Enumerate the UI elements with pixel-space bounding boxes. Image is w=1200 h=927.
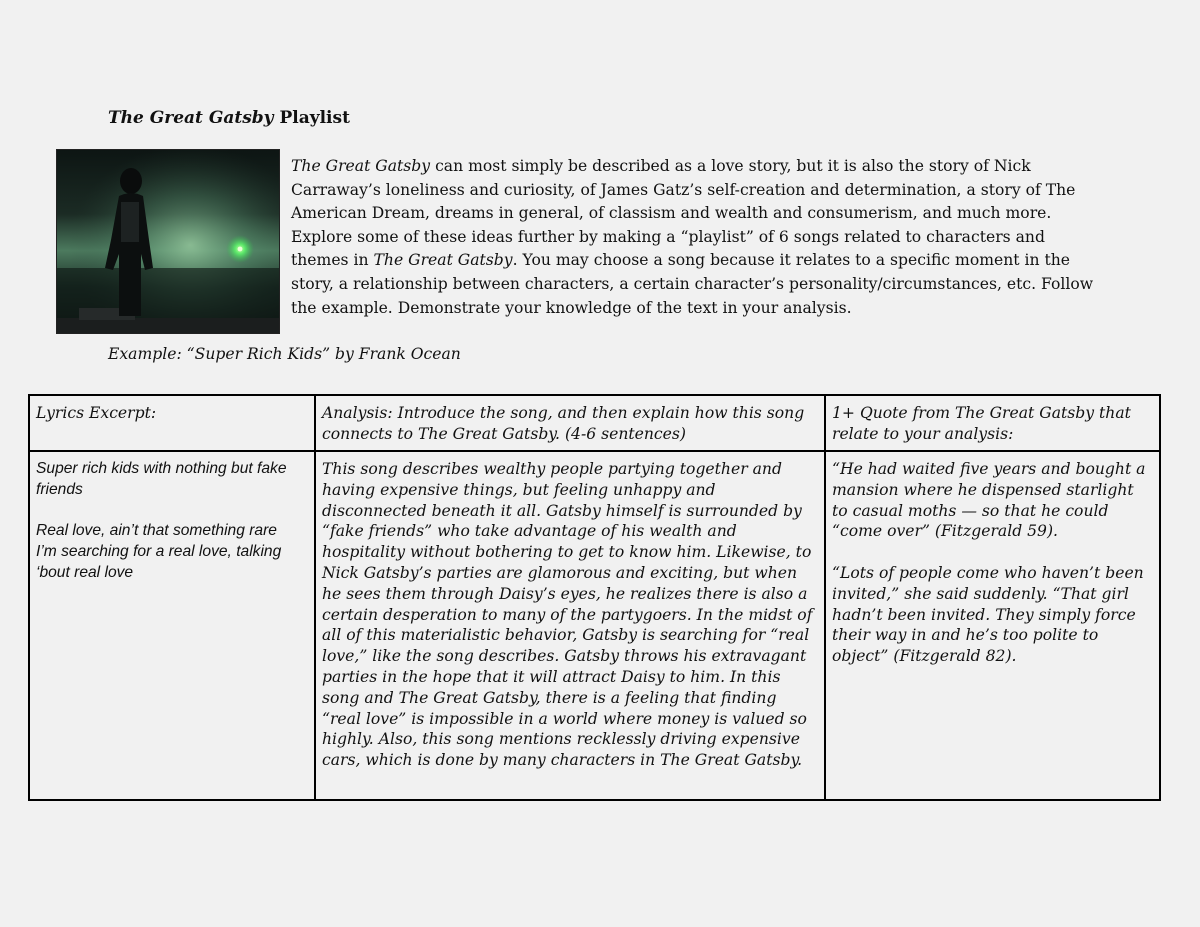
lyric-line: Real love, ain’t that something rare — [36, 522, 277, 540]
lyric-line: Super rich kids with nothing but fake friends — [36, 460, 287, 498]
header-lyrics: Lyrics Excerpt: — [29, 395, 315, 451]
title-book-name: The Great Gatsby — [108, 108, 274, 128]
title-suffix: Playlist — [273, 108, 350, 128]
intro-text-2: . You may choose a song because it relates to a specific moment in the story, a relationship between characters, a certain character’s personality/circumstances, etc. Follow the example. Demonstrate your knowledge of the text in your analysis. — [291, 251, 1094, 317]
lyrics-excerpt — [36, 459, 308, 584]
quote-text: “Lots of people come who haven’t been invited,” she said suddenly. “That girl hadn’t been invited. They simply force their way in and he’s too polite to object” (Fitzgerald 82). — [832, 563, 1144, 666]
quote-text: “He had waited five years and bought a mansion where he dispensed starlight to casual moths — so that he could “come over” (Fitzgerald 59). — [832, 460, 1146, 541]
intro-book-name-2: The Great Gatsby — [373, 251, 513, 270]
header-analysis: Analysis: Introduce the song, and then explain how this song connects to The Great Gatsby. (4-6 sentences) — [315, 395, 825, 451]
intro-text-1: can most simply be described as a love story, but it is also the story of Nick Carraway’s loneliness and curiosity, of James Gatz’s self-creation and determination, a story of The American Dream, dreams in general, of classism and wealth and consumerism, and much more. Explore some of these ideas further by making a “playlist” of 6 songs related to characters and themes in — [291, 157, 1076, 270]
lyrics-cell — [29, 451, 315, 800]
intro-book-name: The Great Gatsby — [291, 157, 431, 175]
table-header-row — [29, 395, 1160, 451]
lyric-line: I’m searching for a real love, talking ‘bout real love — [36, 543, 282, 581]
analysis-cell — [315, 451, 825, 800]
gatsby-green-light-illustration-icon — [56, 149, 280, 334]
table-row — [29, 451, 1160, 800]
example-label: Example: “Super Rich Kids” by Frank Ocean — [108, 345, 461, 363]
analysis-text: This song describes wealthy people partying together and having expensive things, but feeling unhappy and disconnected beneath it all. Gatsby himself is surrounded by “fake friends” who take advantage of his wealth and hospitality without bothering to get to know him. Likewise, to Nick Gatsby’s parties are glamorous and exciting, but when he sees them through Daisy’s eyes, he realizes there is also a certain desperation to many of the partygoers. In the midst of all of this materialistic behavior, Gatsby is searching for “real love,” like the song describes. Gatsby throws his extravagant parties in the hope that it will attract Daisy to him. In this song and The Great Gatsby, there is a feeling that finding “real love” is impossible in a world where money is valued so highly. Also, this song mentions recklessly driving expensive cars, which is done by many characters in The Great Gatsby. — [322, 460, 813, 770]
intro-paragraph — [291, 155, 1096, 320]
document-title — [108, 108, 350, 128]
header-quote: 1+ Quote from The Great Gatsby that relate to your analysis: — [825, 395, 1160, 451]
playlist-table — [28, 394, 1161, 801]
quote-cell — [825, 451, 1160, 800]
